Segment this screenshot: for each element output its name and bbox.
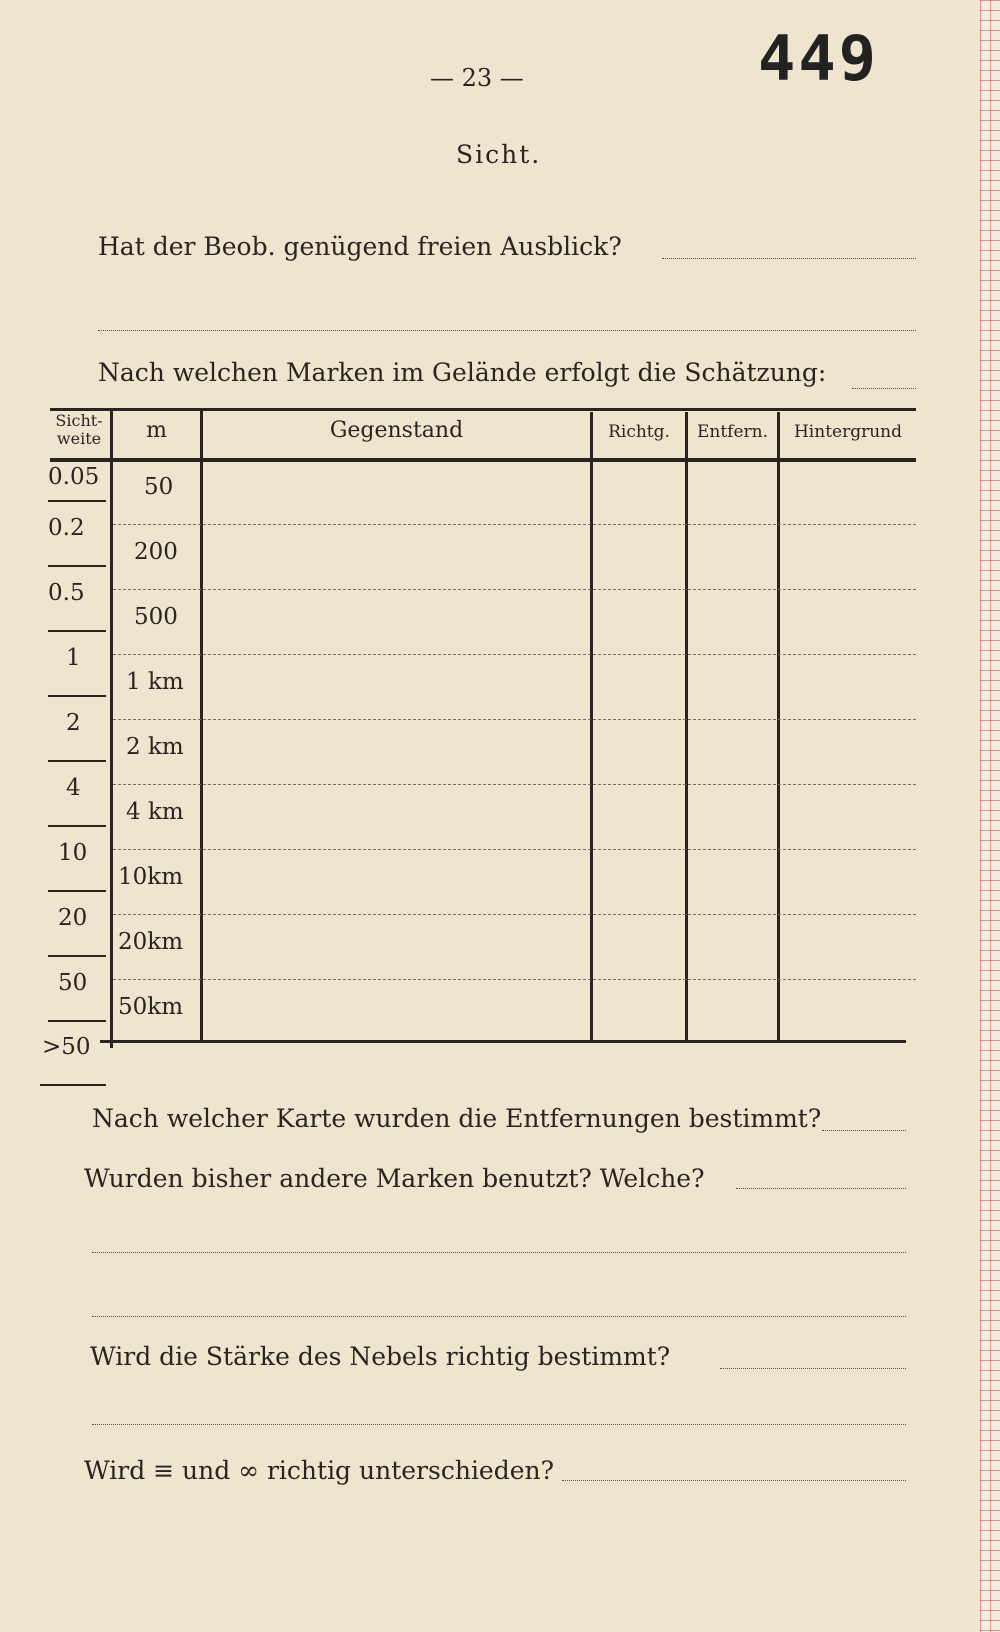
distance-value: 200 [134,539,178,565]
column-divider-2 [200,408,203,1040]
distance-value: 4 km [126,799,184,825]
header-gegenstand: Gegenstand [329,418,464,443]
answer-line-free-view-2[interactable] [98,330,916,331]
answer-line-fog-2[interactable] [92,1424,906,1425]
table-top-rule [50,408,916,411]
sichtweite-value: 20 [58,905,88,931]
header-entfernung: Entfern. [696,422,769,442]
sichtweite-tick [48,695,106,697]
header-m: m [146,418,167,443]
graph-paper-edge [980,0,1000,1632]
answer-line-map[interactable] [822,1130,906,1131]
distance-value: 20km [118,929,184,955]
header-sichtweite: Sicht- weite [55,411,103,448]
sichtweite-tick [48,1020,106,1022]
sichtweite-tick [40,1084,106,1086]
table-row-divider [113,654,916,655]
column-divider-3 [590,412,593,1040]
sichtweite-tick [48,500,106,502]
sichtweite-value: 10 [58,840,88,866]
table-row-divider [113,589,916,590]
sichtweite-tick [48,825,106,827]
answer-line-fog[interactable] [720,1368,906,1369]
table-row-divider [113,849,916,850]
sichtweite-tick [48,630,106,632]
header-richtung: Richtg. [608,422,670,442]
sichtweite-tick [48,955,106,957]
answer-line-other-marks-3[interactable] [92,1316,906,1317]
question-free-view: Hat der Beob. genügend freien Ausblick? [98,232,622,261]
answer-line-free-view[interactable] [662,258,916,259]
question-map: Nach welcher Karte wurden die Entfernungen bestimmt? [92,1104,822,1133]
question-marks: Nach welchen Marken im Gelände erfolgt die Schätzung: [98,358,827,387]
sichtweite-value: 1 [66,645,81,671]
distance-value: 10km [118,864,184,890]
sichtweite-tick [48,565,106,567]
question-distinguish: Wird ≡ und ∞ richtig unterschieden? [84,1456,555,1485]
column-divider-4 [685,412,688,1040]
stamp-number: 449 [758,22,879,95]
sichtweite-value: 50 [58,970,88,996]
sichtweite-value: 0.5 [48,580,85,606]
answer-line-marks[interactable] [852,388,916,389]
table-row-divider [113,784,916,785]
table-row-divider [113,524,916,525]
answer-line-other-marks[interactable] [736,1188,906,1189]
table-header-rule [50,458,916,462]
question-fog: Wird die Stärke des Nebels richtig bestimmt? [90,1342,671,1371]
header-hintergrund: Hintergrund [793,422,903,442]
answer-line-distinguish[interactable] [562,1480,906,1481]
sichtweite-value: 0.2 [48,515,85,541]
sichtweite-tick [48,760,106,762]
distance-value: 50km [118,994,184,1020]
distance-value: 50 [144,474,174,500]
distance-value: 2 km [126,734,184,760]
table-row-divider [113,979,916,980]
distance-value: 1 km [126,669,184,695]
distance-value: 500 [134,604,178,630]
sichtweite-value: 2 [66,710,81,736]
page-number: — 23 — [430,64,524,92]
question-other-marks: Wurden bisher andere Marken benutzt? Welche? [84,1164,705,1193]
section-title: Sicht. [456,140,542,169]
sichtweite-value: 4 [66,775,81,801]
table-row-divider [113,914,916,915]
sichtweite-tick [48,890,106,892]
table-row-divider [113,719,916,720]
sichtweite-value: >50 [42,1034,91,1060]
column-divider-5 [777,412,780,1040]
column-divider-1 [110,408,113,1048]
table-bottom-rule [100,1040,906,1043]
answer-line-other-marks-2[interactable] [92,1252,906,1253]
sichtweite-value: 0.05 [48,464,100,490]
